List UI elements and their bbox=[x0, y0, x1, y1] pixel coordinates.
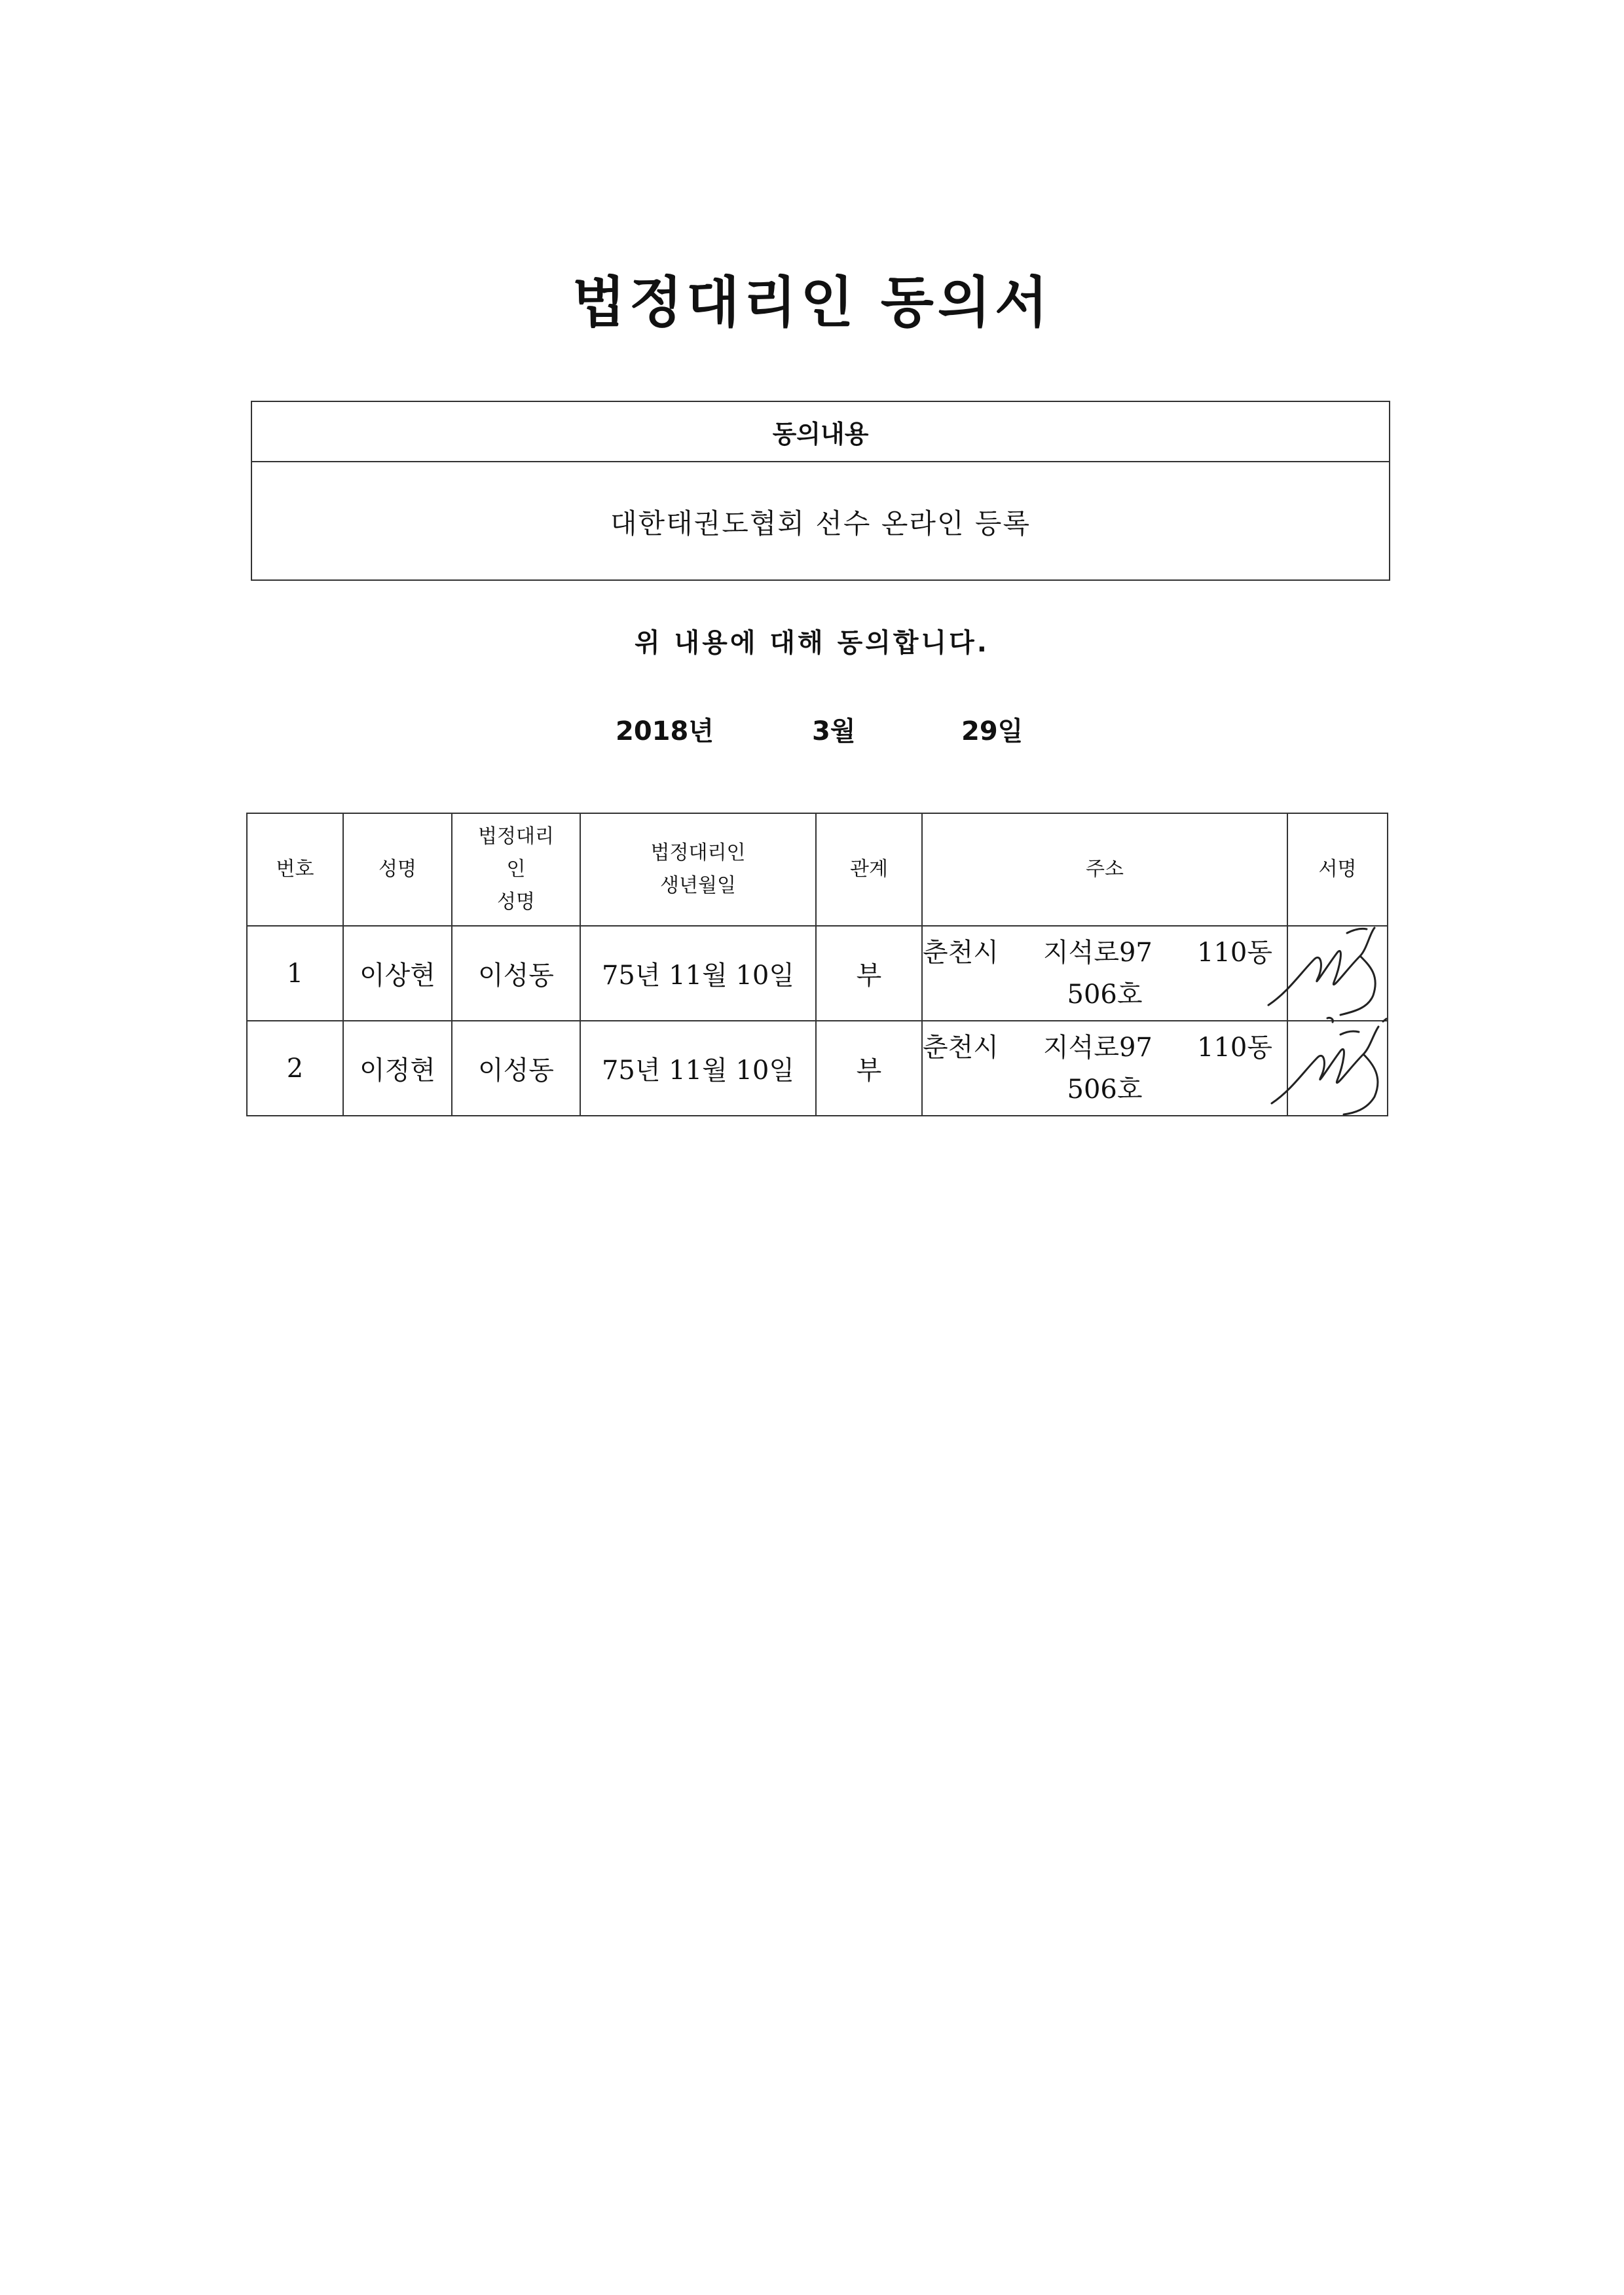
cell-relation: 부 bbox=[816, 926, 922, 1021]
consent-box-content: 대한태권도협회 선수 온라인 등록 bbox=[610, 507, 1031, 540]
signature-icon bbox=[1262, 920, 1393, 1025]
cell-name: 이상현 bbox=[343, 926, 452, 1021]
address-road: 지석로97 bbox=[1043, 1032, 1153, 1063]
table-row bbox=[247, 926, 1388, 1021]
header-guardian-name-line: 성명 bbox=[497, 890, 535, 913]
signature-icon bbox=[1262, 1015, 1393, 1120]
address-unit: 506호 bbox=[1067, 1074, 1143, 1105]
address-building: 110동 bbox=[1197, 1032, 1272, 1063]
guardian-table bbox=[246, 813, 1388, 1116]
cell-name: 이정현 bbox=[343, 1021, 452, 1116]
header-guardian-birth bbox=[580, 813, 816, 926]
consent-box bbox=[251, 401, 1390, 581]
cell-address bbox=[922, 1021, 1287, 1116]
header-guardian-birth-line: 법정대리인 bbox=[650, 841, 746, 864]
header-relation: 관계 bbox=[816, 813, 922, 926]
cell-guardian-birth: 75년 11월 10일 bbox=[580, 926, 816, 1021]
date-day: 29일 bbox=[961, 716, 1024, 746]
address-building: 110동 bbox=[1197, 937, 1272, 968]
cell-guardian-name: 이성동 bbox=[452, 1021, 580, 1116]
address-city: 춘천시 bbox=[923, 1032, 999, 1063]
address-line-1 bbox=[923, 932, 1287, 974]
cell-no: 2 bbox=[247, 1021, 343, 1116]
cell-no: 1 bbox=[247, 926, 343, 1021]
agreement-statement: 위 내용에 대해 동의합니다. bbox=[634, 628, 989, 658]
cell-signature bbox=[1287, 926, 1388, 1021]
date-year: 2018년 bbox=[616, 716, 714, 746]
table-row bbox=[247, 1021, 1388, 1116]
header-guardian-name-line: 법정대리 bbox=[478, 825, 554, 848]
address-city: 춘천시 bbox=[923, 937, 999, 968]
header-signature: 서명 bbox=[1287, 813, 1388, 926]
header-name: 성명 bbox=[343, 813, 452, 926]
address-line-1 bbox=[923, 1027, 1287, 1069]
address-road: 지석로97 bbox=[1043, 937, 1153, 968]
header-guardian-birth-line: 생년월일 bbox=[660, 874, 736, 897]
header-address: 주소 bbox=[922, 813, 1287, 926]
cell-guardian-name: 이성동 bbox=[452, 926, 580, 1021]
cell-signature bbox=[1287, 1021, 1388, 1116]
header-no: 번호 bbox=[247, 813, 343, 926]
cell-guardian-birth: 75년 11월 10일 bbox=[580, 1021, 816, 1116]
page-title: 법정대리인 동의서 bbox=[572, 270, 1052, 335]
cell-relation: 부 bbox=[816, 1021, 922, 1116]
cell-address bbox=[922, 926, 1287, 1021]
header-guardian-name-line: 인 bbox=[506, 858, 526, 881]
address-unit: 506호 bbox=[1067, 979, 1143, 1010]
table-header-row bbox=[247, 813, 1388, 926]
header-guardian-name bbox=[452, 813, 580, 926]
date-month: 3월 bbox=[812, 716, 856, 746]
consent-box-header: 동의내용 bbox=[252, 402, 1389, 462]
